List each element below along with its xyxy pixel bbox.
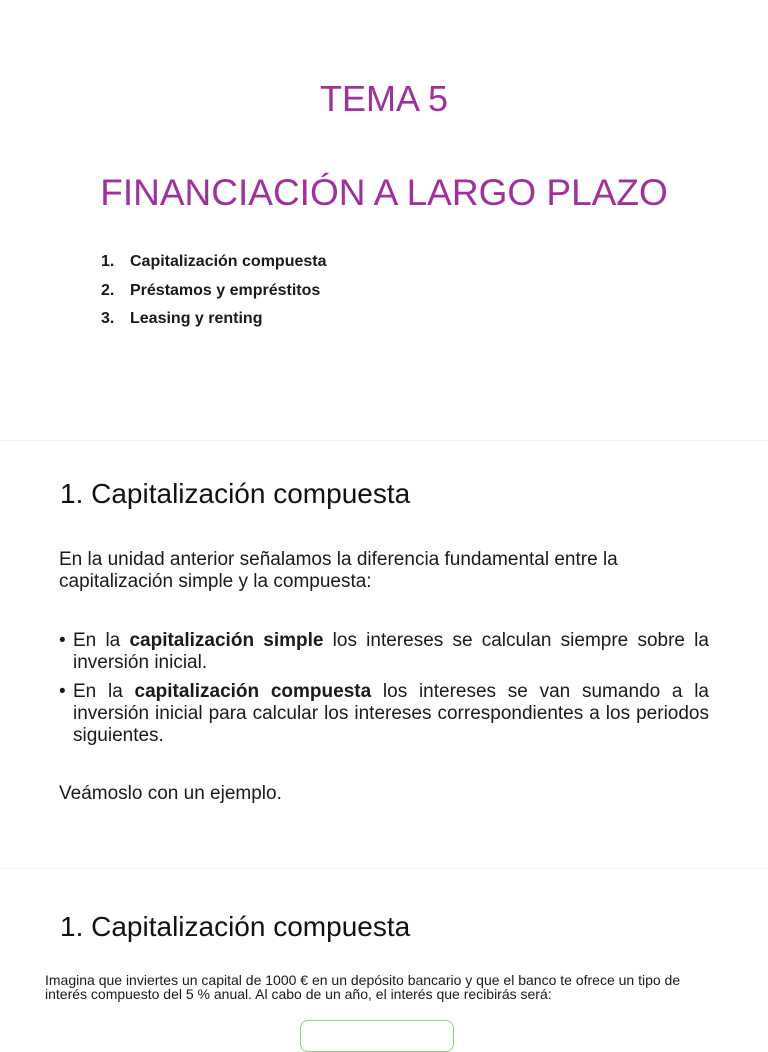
- toc-item: [101, 281, 327, 310]
- slide-divider: [0, 868, 768, 869]
- bullet-text: En la: [73, 630, 130, 651]
- toc-label: Préstamos y empréstitos: [130, 281, 321, 299]
- toc-number: 2.: [101, 281, 115, 299]
- bullet-dot-icon: •: [59, 630, 66, 651]
- toc-item: [101, 252, 327, 281]
- bullet-text: En la: [73, 681, 135, 702]
- bullet-text: los intereses se calculan siempre sobre la inversión inicial.: [73, 630, 709, 673]
- toc-label: Leasing y renting: [130, 310, 263, 327]
- outro-paragraph: Veámoslo con un ejemplo.: [59, 783, 282, 804]
- slide-divider: [0, 440, 768, 441]
- slide-title-tema: TEMA 5: [319, 78, 449, 119]
- section-title: 1. Capitalización compuesta: [60, 911, 411, 942]
- bullet-text: los intereses se van sumando a la inversión inicial para calcular los intereses correspondientes a los periodos siguientes.: [73, 681, 709, 746]
- bullet-list: [59, 630, 709, 754]
- toc-label: Capitalización compuesta: [130, 253, 327, 270]
- toc-item: [101, 309, 327, 338]
- example-paragraph: Imagina que inviertes un capital de 1000 € en un depósito bancario y que el banco te ofrece un tipo de interés compuesto del 5 % anual. Al cabo de un año, el interés que recibirás será:: [45, 972, 681, 1002]
- bullet-dot-icon: •: [59, 681, 66, 702]
- bullet-item: [59, 630, 709, 674]
- table-of-contents: [101, 252, 327, 338]
- bullet-item: [59, 681, 709, 747]
- bullet-bold-term: capitalización compuesta: [134, 681, 372, 702]
- toc-number: 3.: [101, 310, 115, 327]
- section-title: 1. Capitalización compuesta: [60, 478, 411, 509]
- intro-paragraph: En la unidad anterior señalamos la diferencia fundamental entre la capitalización simple y la compuesta:: [59, 549, 618, 592]
- formula-box: [300, 1020, 454, 1052]
- slide-subtitle: FINANCIACIÓN A LARGO PLAZO: [100, 172, 668, 213]
- bullet-bold-term: capitalización simple: [129, 630, 324, 651]
- toc-number: 1.: [101, 253, 115, 270]
